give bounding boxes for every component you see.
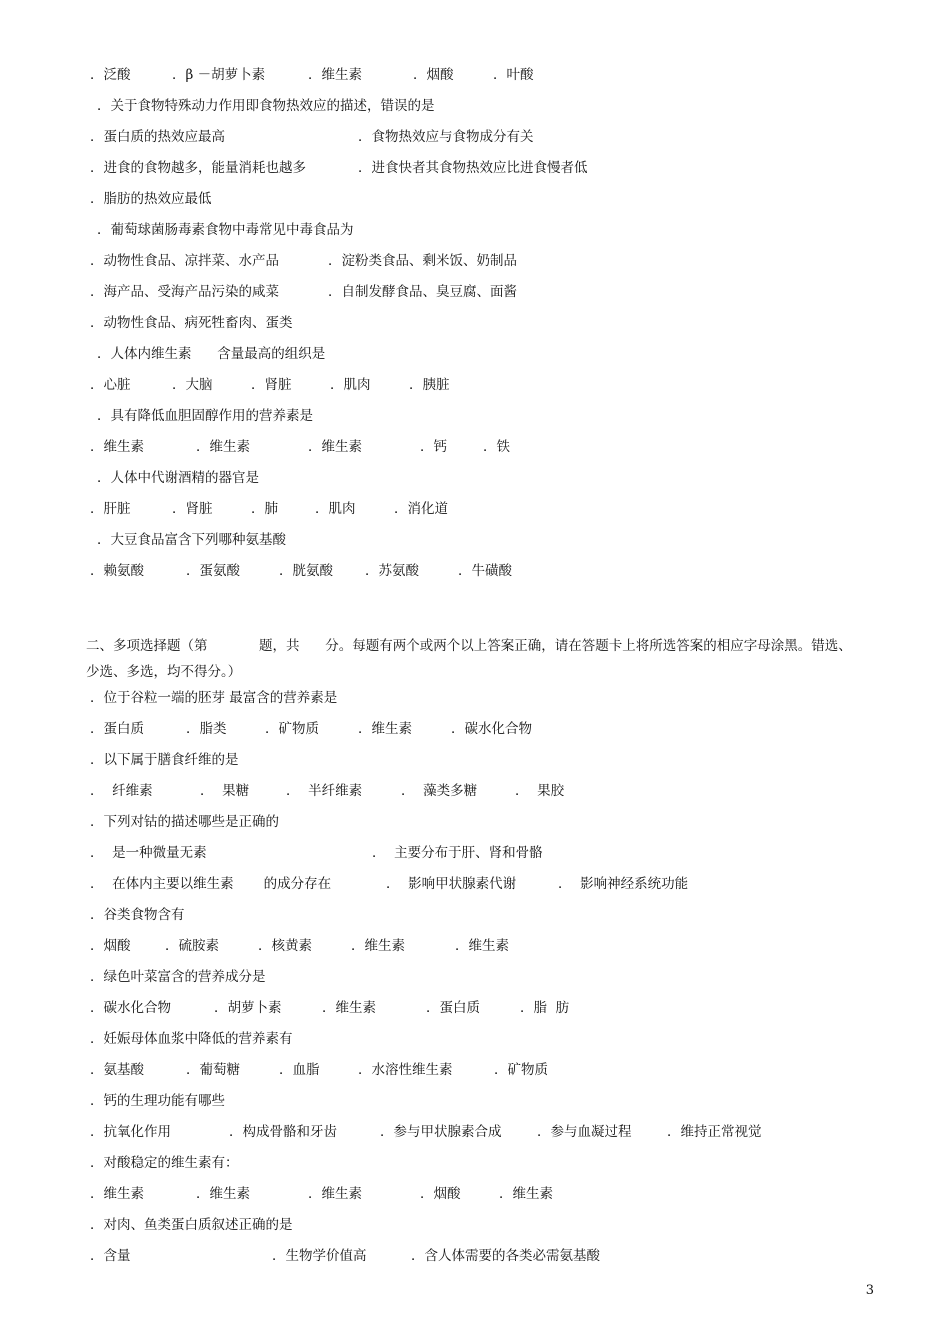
option-e: ．牛磺酸: [458, 563, 512, 579]
option-b: ．肾脏: [172, 501, 213, 517]
option-b: ．食物热效应与食物成分有关: [358, 129, 534, 145]
option-a: ．抗氧化作用: [90, 1124, 171, 1140]
option-a: ．维生素: [90, 439, 144, 455]
option-e: ．碳水化合物: [451, 721, 532, 737]
option-e: ． 影响神经系统功能: [558, 876, 689, 892]
option-d: ．肌肉: [330, 377, 371, 393]
option-e: ．胰脏: [409, 377, 450, 393]
question-stem: ．绿色叶菜富含的营养成分是: [90, 969, 266, 985]
option-a: ． 纤维素: [90, 783, 153, 799]
option-b: ．胡萝卜素: [214, 1000, 282, 1016]
page-number: 3: [865, 1283, 874, 1298]
option-a: ．含量: [90, 1248, 131, 1264]
option-c: ．矿物质: [265, 721, 319, 737]
option-e: ．铁: [483, 439, 510, 455]
option-a: ．维生素: [90, 1186, 144, 1202]
option-e: ．脂肪的热效应最低: [90, 191, 212, 207]
question-stem: ．对酸稳定的维生素有：: [90, 1155, 239, 1171]
option-d: ．进食快者其食物热效应比进食慢者低: [358, 160, 588, 176]
option-d: ．蛋白质: [426, 1000, 480, 1016]
question-stem: ．妊娠母体血浆中降低的营养素有: [90, 1031, 293, 1047]
option-d: ．烟酸: [413, 67, 454, 83]
question-stem: ．位于谷粒一端的胚芽 最富含的营养素是: [90, 690, 338, 706]
option-a: ．肝脏: [90, 501, 131, 517]
option-b: ． 果糖: [200, 783, 250, 799]
option-d: ． 影响甲状腺素代谢: [386, 876, 517, 892]
option-a: ．烟酸: [90, 938, 131, 954]
option-b: ．硫胺素: [165, 938, 219, 954]
option-d: ．苏氨酸: [365, 563, 419, 579]
option-b: ．淀粉类食品、剩米饭、奶制品: [328, 253, 517, 269]
section-header: 二、多项选择题（第 题，共 分。每题有两个或两个以上答案正确，请在答题卡上将所选答案的相应字母涂黑。错选、: [86, 638, 852, 654]
option-e: ．叶酸: [493, 67, 534, 83]
option-c: ．进食的食物越多，能量消耗也越多: [90, 160, 306, 176]
option-d: ．自制发酵食品、臭豆腐、面酱: [328, 284, 517, 300]
option-c: ．含人体需要的各类必需氨基酸: [411, 1248, 600, 1264]
option-e: ．消化道: [394, 501, 448, 517]
option-a: ．蛋白质的热效应最高: [90, 129, 225, 145]
question-stem: ．人体中代谢酒精的器官是: [97, 470, 259, 486]
question-stem: ．人体内维生素 含量最高的组织是: [97, 346, 326, 362]
option-e: ．动物性食品、病死牲畜肉、蛋类: [90, 315, 293, 331]
option-d: ．参与血凝过程: [537, 1124, 632, 1140]
option-c: ．肺: [251, 501, 278, 517]
option-a: ．心脏: [90, 377, 131, 393]
option-d: ．维生素: [351, 938, 405, 954]
question-stem: ．具有降低血胆固醇作用的营养素是: [97, 408, 313, 424]
question-stem: ．对肉、鱼类蛋白质叙述正确的是: [90, 1217, 293, 1233]
option-d: ．维生素: [358, 721, 412, 737]
section-header-cont: 少选、多选，均不得分。）: [86, 664, 242, 680]
option-c: ．维生素: [308, 67, 362, 83]
option-c: ．参与甲状腺素合成: [380, 1124, 502, 1140]
option-a: ．碳水化合物: [90, 1000, 171, 1016]
option-c: ．胱氨酸: [279, 563, 333, 579]
option-b: ． 主要分布于肝、肾和骨骼: [372, 845, 543, 861]
option-c: ．肾脏: [251, 377, 292, 393]
option-c: ．维生素: [308, 439, 362, 455]
question-stem: ．大豆食品富含下列哪种氨基酸: [97, 532, 286, 548]
option-c: ．维生素: [322, 1000, 376, 1016]
question-stem: ．下列对钴的描述哪些是正确的: [90, 814, 279, 830]
option-d: ．烟酸: [420, 1186, 461, 1202]
option-d: ．钙: [420, 439, 447, 455]
option-d: ．肌肉: [315, 501, 356, 517]
option-b: ．大脑: [172, 377, 213, 393]
question-stem: ．关于食物特殊动力作用即食物热效应的描述，错误的是: [97, 98, 435, 114]
option-b: ．维生素: [196, 439, 250, 455]
option-b: ．葡萄糖: [186, 1062, 240, 1078]
option-c: ． 在体内主要以维生素 的成分存在: [90, 876, 332, 892]
option-d: ． 藻类多糖: [401, 783, 478, 799]
option-a: ． 是一种微量无素: [90, 845, 207, 861]
option-d: ．水溶性维生素: [358, 1062, 453, 1078]
option-e: ．维生素: [499, 1186, 553, 1202]
option-a: ．赖氨酸: [90, 563, 144, 579]
option-c: ．血脂: [279, 1062, 320, 1078]
option-a: ．蛋白质: [90, 721, 144, 737]
option-e: ． 果胶: [515, 783, 565, 799]
option-e: ．矿物质: [494, 1062, 548, 1078]
option-b: ．β －胡萝卜素: [172, 67, 266, 83]
option-c: ． 半纤维素: [286, 783, 363, 799]
question-stem: ．谷类食物含有: [90, 907, 185, 923]
option-b: ．脂类: [186, 721, 227, 737]
option-c: ．维生素: [308, 1186, 362, 1202]
question-stem: ．葡萄球菌肠毒素食物中毒常见中毒食品为: [97, 222, 354, 238]
option-e: ．脂 肪: [520, 1000, 570, 1016]
option-a: ．动物性食品、凉拌菜、水产品: [90, 253, 279, 269]
option-b: ．蛋氨酸: [186, 563, 240, 579]
option-a: ．泛酸: [90, 67, 131, 83]
option-b: ．生物学价值高: [272, 1248, 367, 1264]
option-c: ．海产品、受海产品污染的咸菜: [90, 284, 279, 300]
option-a: ．氨基酸: [90, 1062, 144, 1078]
option-b: ．构成骨骼和牙齿: [229, 1124, 337, 1140]
question-stem: ．钙的生理功能有哪些: [90, 1093, 225, 1109]
option-b: ．维生素: [196, 1186, 250, 1202]
option-e: ．维持正常视觉: [667, 1124, 762, 1140]
option-c: ．核黄素: [258, 938, 312, 954]
question-stem: ．以下属于膳食纤维的是: [90, 752, 239, 768]
option-e: ．维生素: [455, 938, 509, 954]
